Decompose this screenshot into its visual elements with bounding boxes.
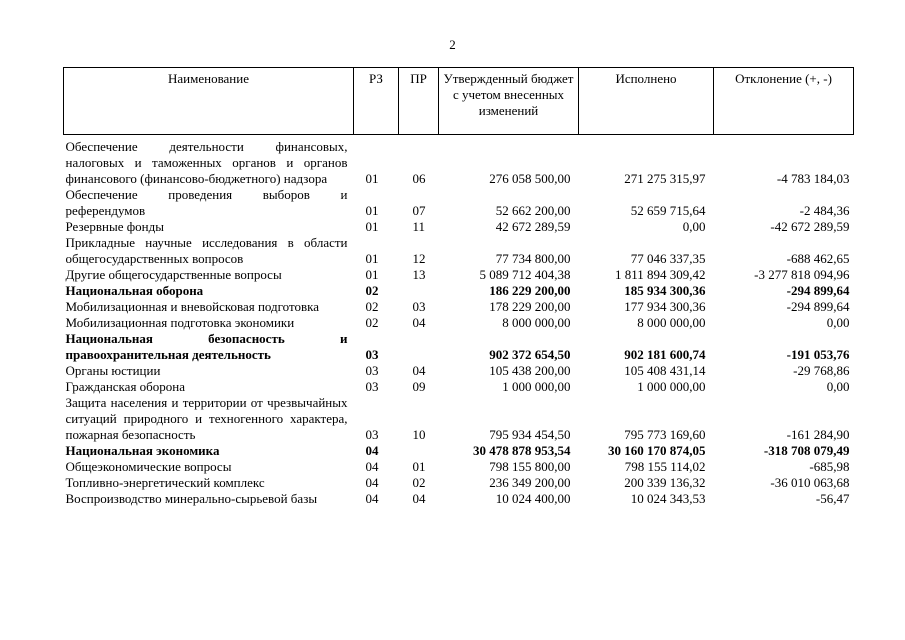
- cell-deviation: 0,00: [826, 379, 850, 394]
- cell-executed: 795 773 169,60: [624, 427, 706, 442]
- cell-executed: 1 811 894 309,42: [614, 267, 706, 282]
- header-name: Наименование: [64, 68, 354, 135]
- cell-deviation: -685,98: [809, 459, 850, 474]
- table-row: [64, 443, 854, 459]
- cell-rz: 04: [365, 459, 379, 474]
- cell-executed: 798 155 114,02: [624, 459, 706, 474]
- header-deviation: Отклонение (+, -): [714, 68, 854, 135]
- cell-name: Национальная безопасность и правоохранительная деятельность: [65, 331, 348, 362]
- table-row: [64, 379, 854, 395]
- cell-name: Гражданская оборона: [65, 379, 186, 394]
- cell-budget: 178 229 200,00: [489, 299, 571, 314]
- cell-executed: 30 160 170 874,05: [608, 443, 706, 458]
- table-row: [64, 135, 854, 188]
- cell-name: Общеэкономические вопросы: [65, 459, 232, 474]
- cell-name: Топливно-энергетический комплекс: [65, 475, 265, 490]
- cell-budget: 902 372 654,50: [489, 347, 571, 362]
- cell-deviation: -3 277 818 094,96: [754, 267, 850, 282]
- cell-pr: 06: [412, 171, 426, 186]
- cell-budget: 1 000 000,00: [502, 379, 571, 394]
- cell-name: Обеспечение проведения выборов и референдумов: [65, 187, 348, 218]
- cell-deviation: -29 768,86: [793, 363, 850, 378]
- header-budget: Утвержденный бюджет с учетом внесенных изменений: [439, 68, 579, 135]
- cell-pr: [399, 443, 439, 459]
- cell-budget: 42 672 289,59: [495, 219, 571, 234]
- cell-executed: 10 024 343,53: [630, 491, 706, 506]
- cell-budget: 8 000 000,00: [502, 315, 571, 330]
- table-row: [64, 331, 854, 363]
- cell-budget: 798 155 800,00: [489, 459, 571, 474]
- cell-deviation: -161 284,90: [786, 427, 850, 442]
- cell-rz: 03: [365, 363, 379, 378]
- header-rz: РЗ: [354, 68, 399, 135]
- cell-pr: 13: [412, 267, 426, 282]
- cell-pr: 11: [412, 219, 426, 234]
- cell-pr: 12: [412, 251, 426, 266]
- header-executed: Исполнено: [579, 68, 714, 135]
- cell-name: Резервные фонды: [65, 219, 164, 234]
- cell-pr: 09: [412, 379, 426, 394]
- cell-deviation: -294 899,64: [786, 283, 850, 298]
- cell-pr: 03: [412, 299, 426, 314]
- cell-name: Национальная оборона: [65, 283, 204, 298]
- cell-deviation: -56,47: [815, 491, 850, 506]
- cell-deviation: -42 672 289,59: [770, 219, 850, 234]
- table-row: [64, 299, 854, 315]
- cell-rz: 04: [365, 443, 379, 458]
- cell-executed: 77 046 337,35: [630, 251, 706, 266]
- cell-budget: 10 024 400,00: [495, 491, 571, 506]
- cell-pr: 04: [412, 315, 426, 330]
- budget-execution-table: [63, 67, 854, 507]
- cell-rz: 01: [365, 267, 379, 282]
- cell-budget: 795 934 454,50: [489, 427, 571, 442]
- cell-rz: 03: [365, 427, 379, 442]
- cell-pr: 10: [412, 427, 426, 442]
- table-row: [64, 459, 854, 475]
- table-row: [64, 315, 854, 331]
- cell-name: Прикладные научные исследования в области общегосударственных вопросов: [65, 235, 348, 266]
- cell-rz: 02: [365, 283, 379, 298]
- cell-budget: 5 089 712 404,38: [479, 267, 571, 282]
- cell-deviation: -4 783 184,03: [776, 171, 850, 186]
- cell-budget: 30 478 878 953,54: [473, 443, 571, 458]
- cell-name: Национальная экономика: [65, 443, 220, 458]
- cell-executed: 0,00: [682, 219, 706, 234]
- table-row: [64, 219, 854, 235]
- cell-deviation: -36 010 063,68: [770, 475, 850, 490]
- cell-name: Защита населения и территории от чрезвычайных ситуаций природного и техногенного характера, пожарная безопасность: [65, 395, 348, 442]
- table-row: [64, 187, 854, 219]
- table-row: [64, 491, 854, 507]
- cell-name: Обеспечение деятельности финансовых, налоговых и таможенных органов и органов финансового (финансово-бюджетного) надзора: [65, 139, 348, 186]
- cell-pr: 04: [412, 491, 426, 506]
- cell-budget: 105 438 200,00: [489, 363, 571, 378]
- cell-executed: 902 181 600,74: [624, 347, 706, 362]
- cell-name: Мобилизационная и вневойсковая подготовка: [65, 299, 320, 314]
- cell-pr: 04: [412, 363, 426, 378]
- cell-executed: 1 000 000,00: [637, 379, 706, 394]
- cell-pr: 02: [412, 475, 426, 490]
- cell-executed: 177 934 300,36: [624, 299, 706, 314]
- cell-rz: 01: [365, 203, 379, 218]
- page-number: 2: [449, 37, 456, 52]
- cell-rz: 01: [365, 219, 379, 234]
- cell-pr: [399, 283, 439, 299]
- table-row: [64, 267, 854, 283]
- cell-deviation: -191 053,76: [786, 347, 850, 362]
- cell-deviation: -318 708 079,49: [763, 443, 850, 458]
- cell-rz: 04: [365, 475, 379, 490]
- cell-name: Мобилизационная подготовка экономики: [65, 315, 295, 330]
- cell-executed: 8 000 000,00: [637, 315, 706, 330]
- cell-executed: 185 934 300,36: [624, 283, 706, 298]
- cell-budget: 77 734 800,00: [495, 251, 571, 266]
- table-header-row: [64, 68, 854, 135]
- cell-executed: 105 408 431,14: [624, 363, 706, 378]
- header-pr: ПР: [399, 68, 439, 135]
- cell-deviation: -294 899,64: [786, 299, 850, 314]
- cell-rz: 03: [365, 379, 379, 394]
- cell-budget: 276 058 500,00: [489, 171, 571, 186]
- cell-rz: 02: [365, 299, 379, 314]
- table-body: [64, 135, 854, 508]
- cell-executed: 271 275 315,97: [624, 171, 706, 186]
- table-row: [64, 395, 854, 443]
- table-row: [64, 235, 854, 267]
- cell-deviation: -2 484,36: [799, 203, 850, 218]
- table-row: [64, 283, 854, 299]
- cell-executed: 52 659 715,64: [630, 203, 706, 218]
- cell-pr: [399, 331, 439, 363]
- cell-name: Органы юстиции: [65, 363, 161, 378]
- cell-budget: 52 662 200,00: [495, 203, 571, 218]
- cell-deviation: -688 462,65: [786, 251, 850, 266]
- cell-budget: 186 229 200,00: [489, 283, 571, 298]
- cell-budget: 236 349 200,00: [489, 475, 571, 490]
- cell-rz: 02: [365, 315, 379, 330]
- cell-pr: 07: [412, 203, 426, 218]
- cell-deviation: 0,00: [826, 315, 850, 330]
- table-row: [64, 475, 854, 491]
- cell-rz: 04: [365, 491, 379, 506]
- cell-rz: 01: [365, 171, 379, 186]
- table-row: [64, 363, 854, 379]
- cell-name: Воспроизводство минерально-сырьевой базы: [65, 491, 318, 506]
- cell-rz: 01: [365, 251, 379, 266]
- cell-pr: 01: [412, 459, 426, 474]
- cell-rz: 03: [365, 347, 379, 362]
- cell-executed: 200 339 136,32: [624, 475, 706, 490]
- cell-name: Другие общегосударственные вопросы: [65, 267, 282, 282]
